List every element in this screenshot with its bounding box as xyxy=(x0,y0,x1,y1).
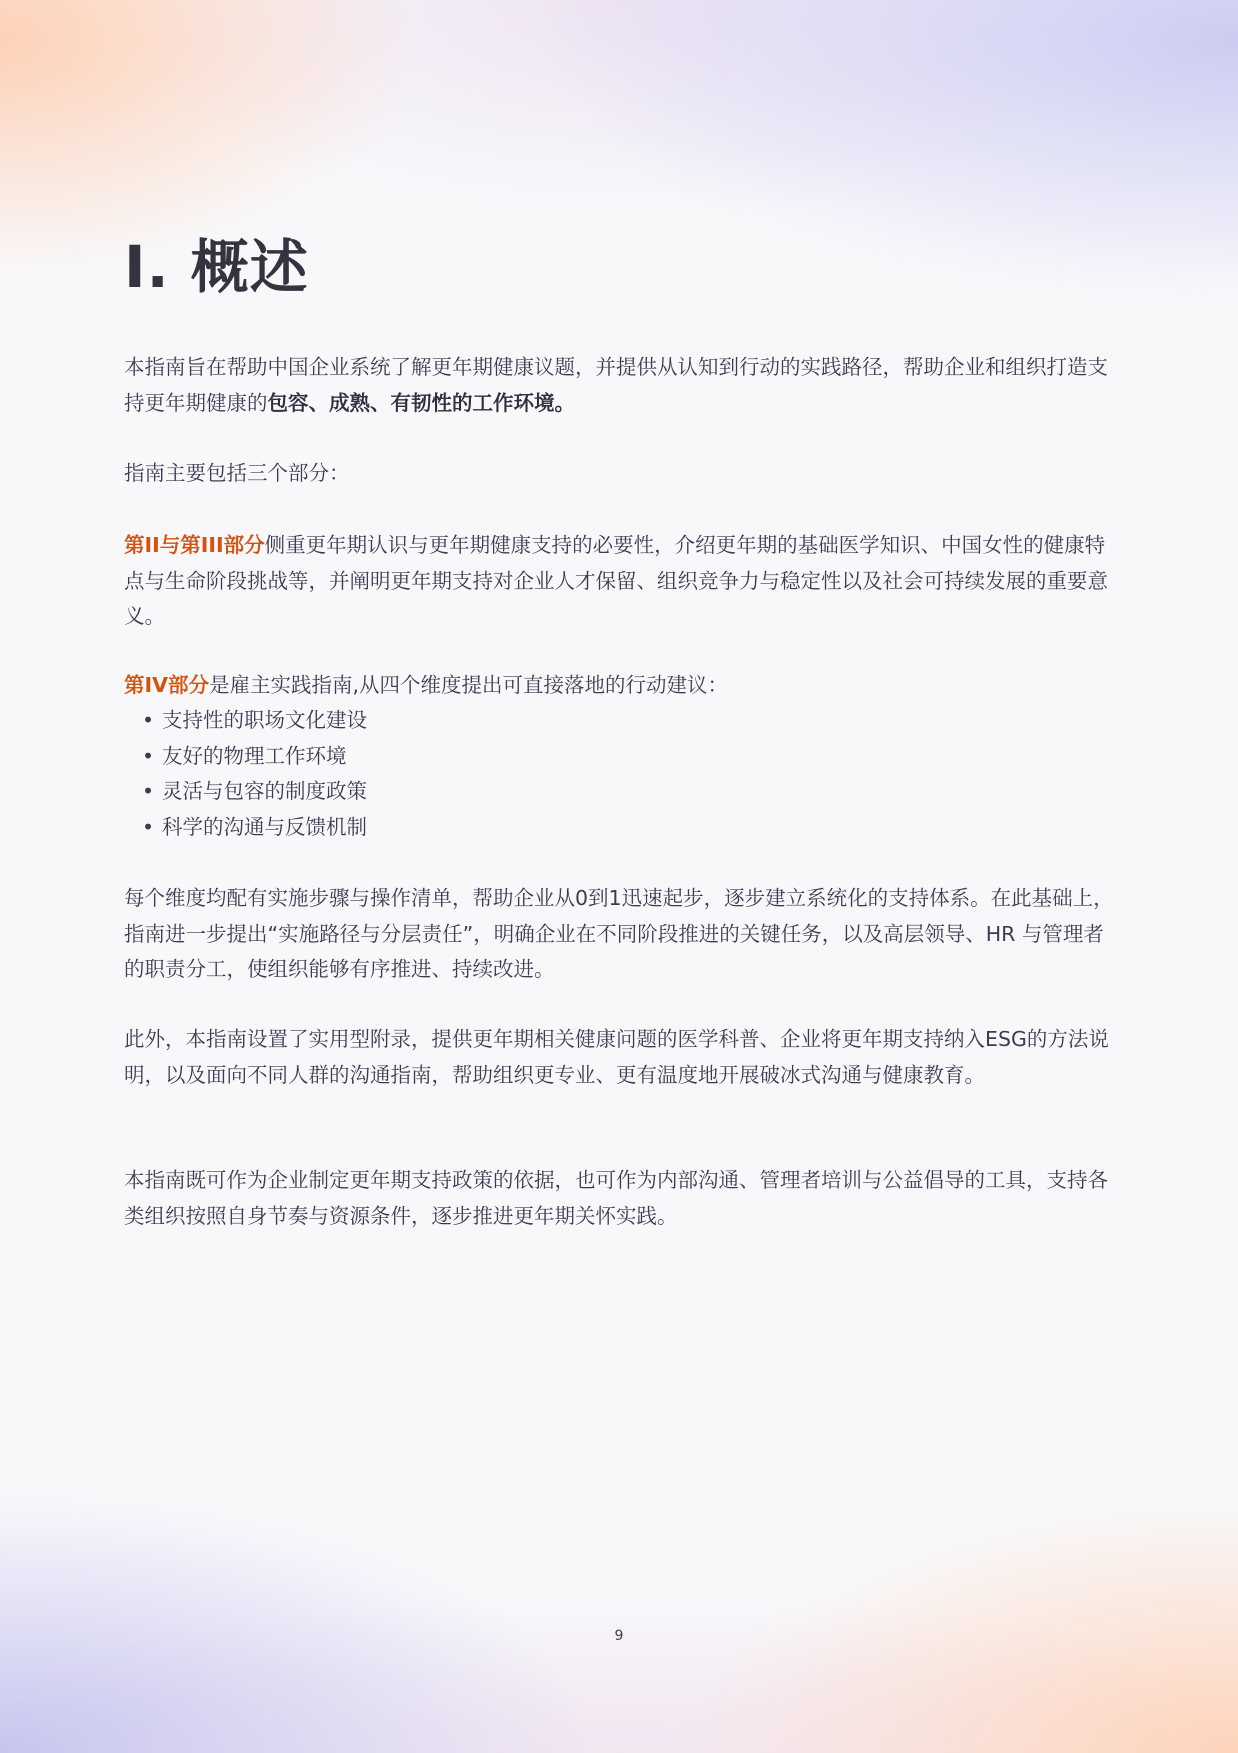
section-ii-iii-text: 侧重更年期认识与更年期健康支持的必要性，介绍更年期的基础医学知识、中国女性的健康特点与生命阶段挑战等，并阐明更年期支持对企业人才保留、组织竞争力与稳定性以及社会可持续发展的重要意义。 xyxy=(124,533,1108,628)
structure-lead: 指南主要包括三个部分： xyxy=(124,461,350,485)
list-item xyxy=(124,810,1116,846)
list-item xyxy=(124,739,1116,775)
steps-paragraph: 每个维度均配有实施步骤与操作清单，帮助企业从0到1迅速起步，逐步建立系统化的支持体系。在此基础上，指南进一步提出“实施路径与分层责任”，明确企业在不同阶段推进的关键任务，以及高层领导、HR 与管理者的职责分工，使组织能够有序推进、持续改进。 xyxy=(124,886,1114,981)
section-iv-list xyxy=(124,703,1116,845)
bullet-icon: • xyxy=(142,708,155,732)
list-item xyxy=(124,703,1116,739)
section-ii-iii-label: 第II与第III部分 xyxy=(124,533,265,557)
page-title: I. 概述 xyxy=(124,233,309,301)
intro-paragraph xyxy=(124,350,1116,421)
section-ii-iii-paragraph xyxy=(124,528,1116,635)
intro-text: 本指南旨在帮助中国企业系统了解更年期健康议题，并提供从认知到行动的实践路径，帮助企业和组织打造支持更年期健康的 xyxy=(124,355,1108,415)
bullet-icon: • xyxy=(142,743,155,768)
list-item-text: 科学的沟通与反馈机制 xyxy=(162,814,367,839)
intro-bold-text: 包容、成熟、有韧性的工作环境。 xyxy=(267,390,575,415)
list-item-text: 支持性的职场文化建设 xyxy=(162,708,367,732)
list-item xyxy=(124,774,1116,810)
bullet-icon: • xyxy=(142,814,155,839)
usage-paragraph: 本指南既可作为企业制定更年期支持政策的依据，也可作为内部沟通、管理者培训与公益倡导的工具，支持各类组织按照自身节奏与资源条件，逐步推进更年期关怀实践。 xyxy=(124,1168,1108,1228)
list-item-text: 灵活与包容的制度政策 xyxy=(162,779,367,803)
page-number: 9 xyxy=(614,1628,624,1644)
list-item-text: 友好的物理工作环境 xyxy=(162,743,347,768)
section-iv-label: 第IV部分 xyxy=(124,673,209,697)
appendix-paragraph: 此外，本指南设置了实用型附录，提供更年期相关健康问题的医学科普、企业将更年期支持纳入ESG的方法说明，以及面向不同人群的沟通指南，帮助组织更专业、更有温度地开展破冰式沟通与健康教育。 xyxy=(124,1027,1109,1087)
bullet-icon: • xyxy=(142,779,155,803)
section-iv-paragraph xyxy=(124,668,1116,704)
section-iv-text: 是雇主实践指南,从四个维度提出可直接落地的行动建议： xyxy=(209,673,729,697)
